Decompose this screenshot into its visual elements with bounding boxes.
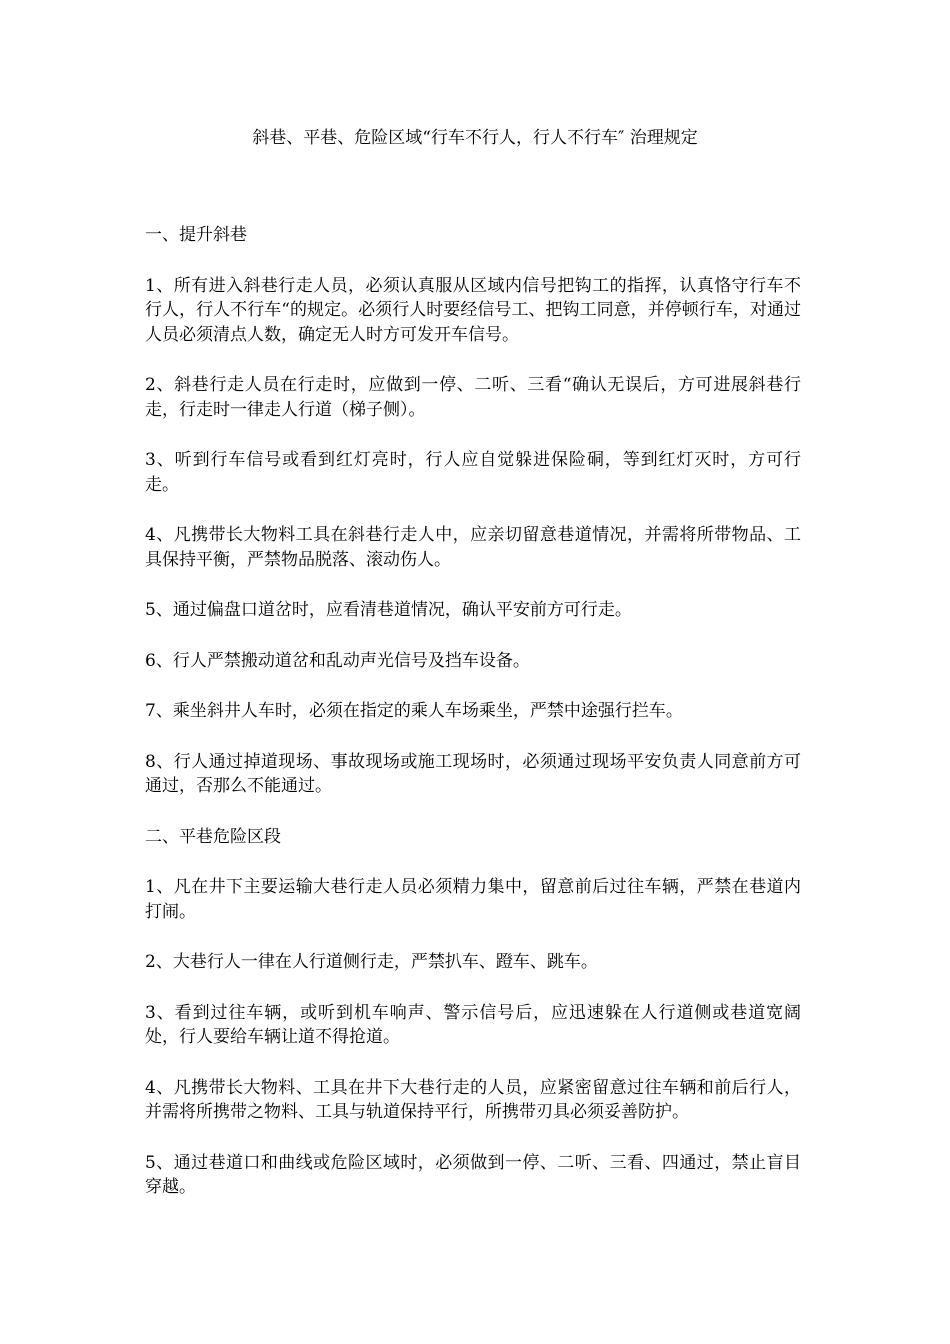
paragraph: 1、所有进入斜巷行走人员，必须认真服从区域内信号把钩工的指挥，认真恪守行车不行人，行人不行车“的规定。必须行人时要经信号工、把钩工同意，并停顿行车，对通过人员必须清点人数，确定无人时方可发开车信号。 [145, 275, 801, 345]
paragraph: 3、听到行车信号或看到红灯亮时，行人应自觉躲进保险硐，等到红灯灭时，方可行走。 [145, 450, 801, 495]
section-heading-level-roadway: 二、平巷危险区段 [145, 826, 281, 847]
paragraph: 6、行人严禁搬动道岔和乱动声光信号及挡车设备。 [145, 650, 530, 671]
section-heading-incline: 一、提升斜巷 [145, 225, 247, 245]
paragraph: 3、看到过往车辆，或听到机车响声、警示信号后，应迅速躲在人行道侧或巷道宽阔处，行人要给车辆让道不得抢道。 [145, 1002, 801, 1047]
document-title: 斜巷、平巷、危险区域“行车不行人，行人不行车″ 治理规定 [252, 128, 698, 148]
paragraph: 2、大巷行人一律在人行道侧行走，严禁扒车、蹬车、跳车。 [145, 952, 598, 972]
paragraph: 8、行人通过掉道现场、事故现场或施工现场时，必须通过现场平安负责人同意前方可通过，否那么不能通过。 [145, 751, 801, 796]
paragraph: 4、凡携带长大物料工具在斜巷行走人中，应亲切留意巷道情况，并需将所带物品、工具保持平衡，严禁物品脱落、滚动伤人。 [145, 525, 801, 570]
paragraph: 7、乘坐斜井人车时，必须在指定的乘人车场乘坐，严禁中途强行拦车。 [145, 701, 683, 721]
paragraph: 5、通过偏盘口道岔时，应看清巷道情况，确认平安前方可行走。 [145, 600, 632, 620]
paragraph: 4、凡携带长大物料、工具在井下大巷行走的人员，应紧密留意过往车辆和前后行人，并需将所携带之物料、工具与轨道保持平行，所携带刃具必须妥善防护。 [145, 1077, 801, 1122]
paragraph: 2、斜巷行走人员在行走时，应做到一停、二听、三看“确认无误后，方可进展斜巷行走，行走时一律走人行道（梯子侧）。 [145, 375, 801, 420]
paragraph: 5、通过巷道口和曲线或危险区域时，必须做到一停、二听、三看、四通过，禁止盲目穿越。 [145, 1152, 801, 1197]
document-body [145, 223, 801, 1226]
paragraph: 1、凡在井下主要运输大巷行走人员必须精力集中，留意前后过往车辆，严禁在巷道内打闹。 [145, 877, 801, 922]
